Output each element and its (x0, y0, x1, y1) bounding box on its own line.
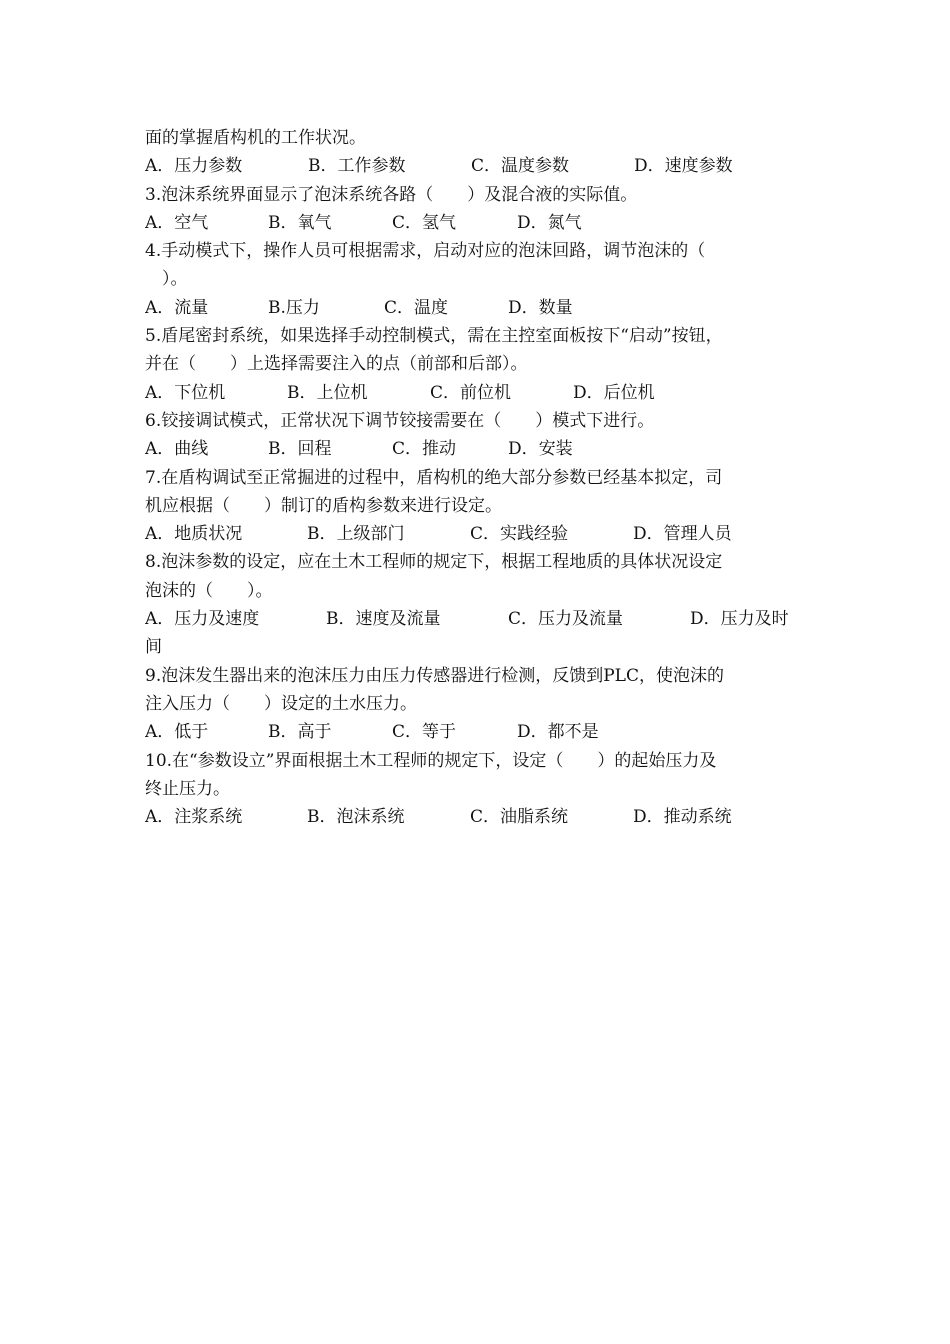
option-d: D．管理人员 (633, 524, 732, 545)
option-c: C．温度 (384, 297, 449, 318)
option-c: C．等于 (392, 722, 457, 743)
option-d: D．氮气 (517, 212, 582, 233)
option-d: D．速度参数 (634, 156, 733, 177)
option-c: C．氢气 (392, 212, 457, 233)
question-6-text: 6.铰接调试模式，正常状况下调节铰接需要在（ ）模式下进行。 (145, 410, 655, 431)
option-b: B.压力 (268, 297, 320, 318)
question-3-text: 3.泡沫系统界面显示了泡沫系统各路（ ）及混合液的实际值。 (145, 184, 638, 205)
option-c: C．压力及流量 (508, 609, 624, 630)
question-5-text: 5.盾尾密封系统，如果选择手动控制模式，需在主控室面板按下“启动”按钮， (145, 326, 723, 347)
question-4-text-cont: ）。 (145, 269, 188, 290)
option-a: A．下位机 (145, 382, 226, 403)
option-d: D．压力及时 (690, 609, 789, 630)
question-8-option-d-wrap: 间 (145, 637, 162, 658)
question-6-options (145, 435, 815, 463)
question-8-text: 8.泡沫参数的设定，应在土木工程师的规定下，根据工程地质的具体状况设定 (145, 552, 723, 573)
question-9-options (145, 718, 815, 746)
question-3-options (145, 209, 815, 237)
option-d: D．都不是 (517, 722, 599, 743)
option-c: C．实践经验 (470, 524, 569, 545)
option-c: C．温度参数 (471, 156, 570, 177)
question-5-options (145, 379, 815, 407)
option-b: B．泡沫系统 (307, 807, 405, 828)
question-9-text-cont: 注入压力（ ）设定的土水压力。 (145, 693, 417, 714)
option-b: B．上位机 (287, 382, 368, 403)
question-10-text: 10.在“参数设立”界面根据土木工程师的规定下，设定（ ）的起始压力及 (145, 750, 717, 771)
question-10-text-cont: 终止压力。 (145, 778, 230, 799)
option-b: B．速度及流量 (326, 609, 441, 630)
option-b: B．氧气 (268, 212, 332, 233)
option-d: D．安装 (508, 439, 573, 460)
option-b: B．上级部门 (307, 524, 405, 545)
option-a: A．曲线 (145, 439, 209, 460)
question-8-text-cont: 泡沫的（ ）。 (145, 580, 273, 601)
option-d: D．后位机 (573, 382, 655, 403)
option-c: C．推动 (392, 439, 457, 460)
question-8-options (145, 605, 815, 633)
option-c: C．前位机 (430, 382, 512, 403)
option-a: A．空气 (145, 212, 209, 233)
question-10-options (145, 803, 815, 831)
option-a: A．地质状况 (145, 524, 243, 545)
question-7-text: 7.在盾构调试至正常掘进的过程中，盾构机的绝大部分参数已经基本拟定，司 (145, 467, 723, 488)
option-d: D．推动系统 (633, 807, 732, 828)
option-a: A．压力参数 (145, 156, 243, 177)
option-a: A．压力及速度 (145, 609, 260, 630)
question-2-continuation: 面的掌握盾构机的工作状况。 (145, 128, 366, 148)
option-b: B．工作参数 (308, 156, 406, 177)
question-4-text: 4.手动模式下，操作人员可根据需求，启动对应的泡沫回路，调节泡沫的（ (145, 241, 706, 262)
question-list (145, 124, 815, 831)
question-4-options (145, 294, 815, 322)
question-5-text-cont: 并在（ ）上选择需要注入的点（前部和后部）。 (145, 354, 528, 375)
question-7-options (145, 520, 815, 548)
question-9-text: 9.泡沫发生器出来的泡沫压力由压力传感器进行检测，反馈到PLC，使泡沫的 (145, 665, 724, 686)
question-7-text-cont: 机应根据（ ）制订的盾构参数来进行设定。 (145, 495, 502, 516)
option-a: A．注浆系统 (145, 807, 243, 828)
option-a: A．流量 (145, 297, 209, 318)
option-c: C．油脂系统 (470, 807, 569, 828)
option-b: B．高于 (268, 722, 332, 743)
option-b: B．回程 (268, 439, 332, 460)
question-2-options (145, 152, 815, 180)
option-a: A．低于 (145, 722, 209, 743)
option-d: D．数量 (508, 297, 573, 318)
